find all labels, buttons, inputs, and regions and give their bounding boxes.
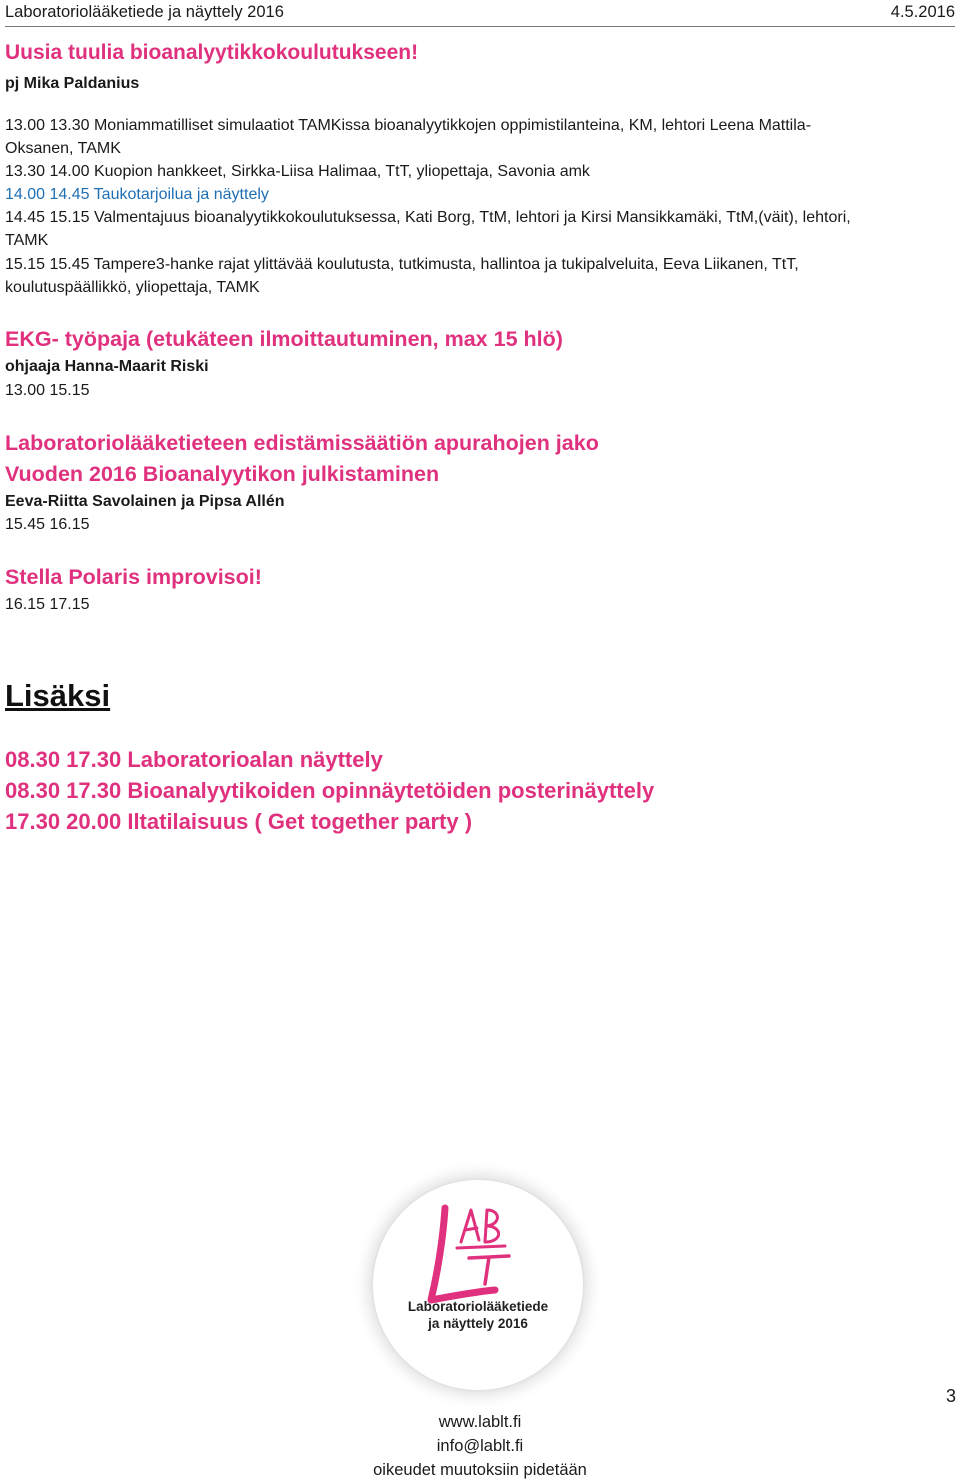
extra-item: 08.30 17.30 Bioanalyytikoiden opinnäytetöiden posterinäyttely xyxy=(5,778,655,803)
session-chair: pj Mika Paldanius xyxy=(5,75,140,92)
awards-subtitle: Vuoden 2016 Bioanalyytikon julkistaminen xyxy=(5,462,440,486)
logo-line2: ja näyttely 2016 xyxy=(428,1316,528,1331)
extra-item: 17.30 20.00 Iltatilaisuus ( Get together party ) xyxy=(5,809,473,834)
workshop-time: 13.00 15.15 xyxy=(5,382,90,399)
improv-title: Stella Polaris improvisoi! xyxy=(5,565,262,589)
program-line: 13.00 13.30 Moniammatilliset simulaatiot TAMKissa bioanalyytikkojen oppimistilanteina, KM, lehtori Leena Mattila- xyxy=(5,117,812,134)
workshop-title: EKG- työpaja (etukäteen ilmoittautuminen, max 15 hlö) xyxy=(5,327,563,351)
lablt-logo xyxy=(373,1180,583,1390)
page-header xyxy=(5,0,955,27)
footer-email-link[interactable]: info@lablt.fi xyxy=(436,1437,524,1455)
program-line: 15.15 15.45 Tampere3-hanke rajat ylittävää koulutusta, tutkimusta, hallintoa ja tukipalveluita, Eeva Liikanen, TtT, xyxy=(5,256,799,273)
program-line: Oksanen, TAMK xyxy=(5,140,121,157)
page-footer xyxy=(0,1410,960,1482)
header-date: 4.5.2016 xyxy=(890,3,955,21)
lablt-logo-mark-icon xyxy=(373,1180,583,1390)
session-title: Uusia tuulia bioanalyytikkokoulutukseen! xyxy=(5,41,419,64)
page-number: 3 xyxy=(945,1386,956,1406)
header-title: Laboratoriolääketiede ja näyttely 2016 xyxy=(5,3,284,21)
improv-time: 16.15 17.15 xyxy=(5,596,90,613)
footer-note: oikeudet muutoksiin pidetään xyxy=(373,1461,587,1479)
footer-web-link[interactable]: www.lablt.fi xyxy=(438,1413,522,1431)
awards-title: Laboratoriolääketieteen edistämissäätiön apurahojen jako xyxy=(5,431,599,455)
awards-people: Eeva-Riitta Savolainen ja Pipsa Allén xyxy=(5,493,285,510)
program-line: TAMK xyxy=(5,232,49,249)
extra-heading: Lisäksi xyxy=(5,678,111,713)
extra-item: 08.30 17.30 Laboratorioalan näyttely xyxy=(5,747,383,772)
program-line-break: 14.00 14.45 Taukotarjoilua ja näyttely xyxy=(5,186,269,203)
logo-line1: Laboratoriolääketiede xyxy=(407,1299,549,1314)
awards-time: 15.45 16.15 xyxy=(5,516,90,533)
program-line: 14.45 15.15 Valmentajuus bioanalyytikkokoulutuksessa, Kati Borg, TtM, lehtori ja Kirsi Mansikkamäki, TtM,(väit), lehtori, xyxy=(5,209,851,226)
program-line: koulutuspäällikkö, yliopettaja, TAMK xyxy=(5,279,260,296)
program-line: 13.30 14.00 Kuopion hankkeet, Sirkka-Liisa Halimaa, TtT, yliopettaja, Savonia amk xyxy=(5,163,590,180)
workshop-leader: ohjaaja Hanna-Maarit Riski xyxy=(5,358,209,375)
